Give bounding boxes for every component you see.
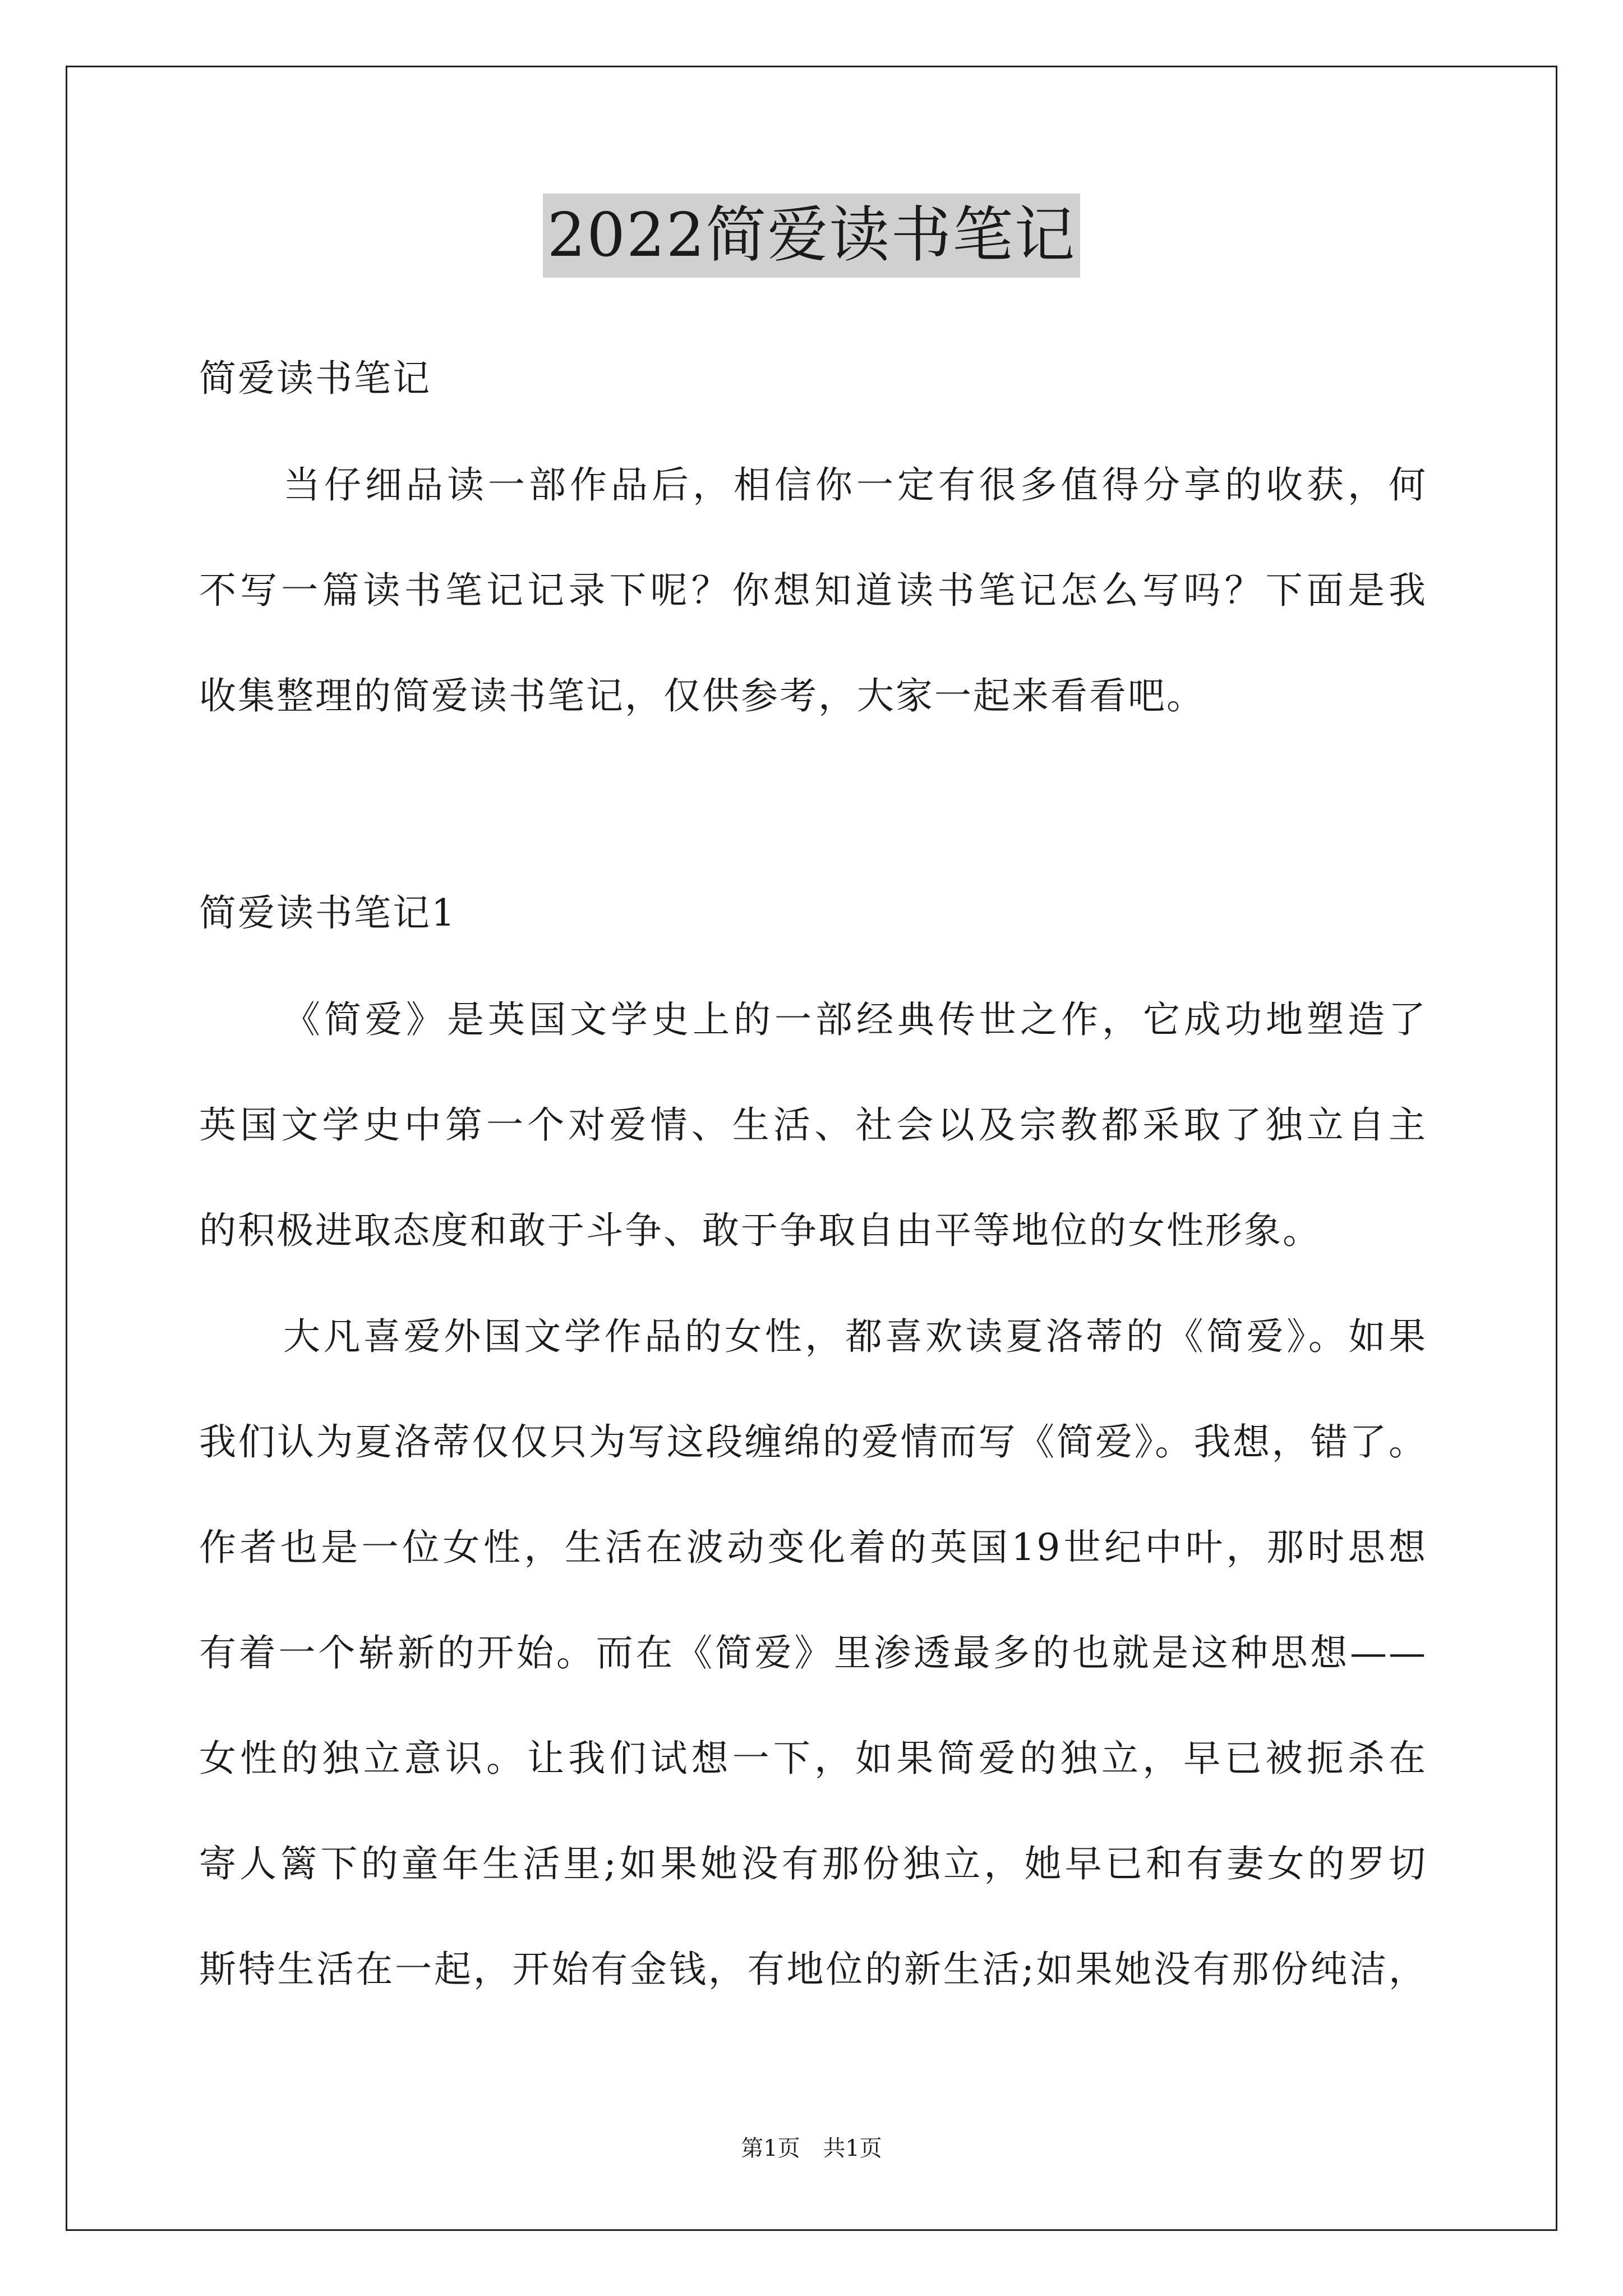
paragraph-line: 我们认为夏洛蒂仅仅只为写这段缠绵的爱情而写《简爱》。我想，错了。	[199, 1420, 1427, 1464]
intro-line: 不写一篇读书笔记记录下呢？你想知道读书笔记怎么写吗？下面是我	[199, 569, 1427, 612]
document-title: 2022简爱读书笔记	[543, 194, 1081, 278]
paragraph-line: 女性的独立意识。让我们试想一下，如果简爱的独立，早已被扼杀在	[199, 1737, 1427, 1780]
section-heading: 简爱读书笔记1	[199, 891, 457, 935]
paragraph-line: 英国文学史中第一个对爱情、生活、社会以及宗教都采取了独立自主	[199, 1103, 1427, 1147]
paragraph-line: 斯特生活在一起，开始有金钱，有地位的新生活;如果她没有那份纯洁，	[199, 1948, 1427, 1991]
title-container	[0, 194, 1623, 278]
paragraph-line: 大凡喜爱外国文学作品的女性，都喜欢读夏洛蒂的《简爱》。如果	[283, 1315, 1427, 1358]
paragraph-line: 的积极进取态度和敢于斗争、敢于争取自由平等地位的女性形象。	[199, 1209, 1321, 1252]
intro-line: 收集整理的简爱读书笔记，仅供参考，大家一起来看看吧。	[199, 674, 1205, 717]
subtitle: 简爱读书笔记	[199, 357, 431, 400]
page-total: 共1页	[823, 2136, 882, 2161]
intro-line: 当仔细品读一部作品后，相信你一定有很多值得分享的收获，何	[283, 463, 1427, 507]
page-footer	[0, 2132, 1623, 2165]
paragraph-line: 寄人篱下的童年生活里;如果她没有那份独立，她早已和有妻女的罗切	[199, 1842, 1427, 1885]
paragraph-line: 有着一个崭新的开始。而在《简爱》里渗透最多的也就是这种思想——	[199, 1631, 1427, 1674]
paragraph-line: 《简爱》是英国文学史上的一部经典传世之作，它成功地塑造了	[283, 998, 1427, 1041]
paragraph-line: 作者也是一位女性，生活在波动变化着的英国19世纪中叶，那时思想	[199, 1526, 1427, 1569]
page-number: 第1页	[741, 2136, 800, 2161]
